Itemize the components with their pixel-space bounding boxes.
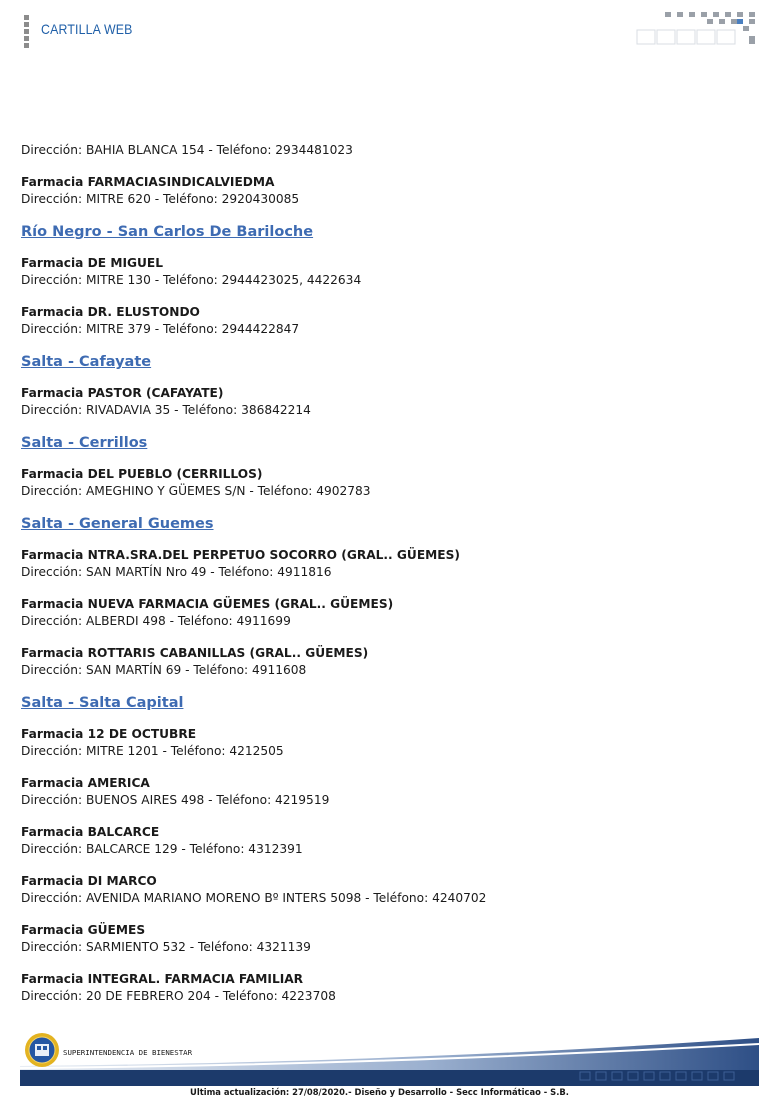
pharmacy-entry — [21, 255, 741, 289]
pharmacy-entry — [21, 466, 741, 500]
pharmacy-entry — [21, 304, 741, 338]
pharmacy-name: Farmacia PASTOR (CAFAYATE) — [21, 386, 224, 400]
pharmacy-address: Dirección: BALCARCE 129 - Teléfono: 4312391 — [21, 842, 303, 856]
pharmacy-address: Dirección: SAN MARTÍN 69 - Teléfono: 4911608 — [21, 663, 307, 677]
pharmacy-name: Farmacia 12 DE OCTUBRE — [21, 727, 197, 741]
pharmacy-name: Farmacia DI MARCO — [21, 874, 157, 888]
pharmacy-address: Dirección: RIVADAVIA 35 - Teléfono: 386842214 — [21, 403, 311, 417]
pharmacy-entry — [21, 873, 741, 907]
header-bar-icon — [24, 15, 29, 47]
section-heading[interactable]: Salta - Cerrillos — [21, 435, 148, 451]
pharmacy-name: Farmacia DR. ELUSTONDO — [21, 305, 200, 319]
footer-banner — [20, 1028, 759, 1088]
pharmacy-name: Farmacia ROTTARIS CABANILLAS (GRAL.. GÜEMES) — [21, 646, 369, 660]
pharmacy-address: Dirección: MITRE 620 - Teléfono: 2920430085 — [21, 192, 300, 206]
pharmacy-address: Dirección: AVENIDA MARIANO MORENO Bº INTERS 5098 - Teléfono: 4240702 — [21, 891, 487, 905]
pharmacy-entry — [21, 142, 741, 159]
pharmacy-name: Farmacia GÜEMES — [21, 923, 146, 937]
section-heading[interactable]: Salta - General Guemes — [21, 516, 214, 532]
footer-org-name: SUPERINTENDENCIA DE BIENESTAR — [63, 1048, 193, 1057]
pharmacy-name: Farmacia INTEGRAL. FARMACIA FAMILIAR — [21, 972, 304, 986]
pharmacy-entry — [21, 971, 741, 1005]
pharmacy-address: Dirección: AMEGHINO Y GÜEMES S/N - Teléfono: 4902783 — [21, 484, 371, 498]
pharmacy-entry — [21, 922, 741, 956]
pharmacy-name: Farmacia DE MIGUEL — [21, 256, 163, 270]
pharmacy-name: Farmacia NTRA.SRA.DEL PERPETUO SOCORRO (GRAL.. GÜEMES) — [21, 548, 460, 562]
section-heading[interactable]: Salta - Cafayate — [21, 354, 152, 370]
pharmacy-entry — [21, 824, 741, 858]
section-heading[interactable]: Río Negro - San Carlos De Bariloche — [21, 224, 314, 240]
pharmacy-entry — [21, 385, 741, 419]
pharmacy-entry — [21, 174, 741, 208]
pharmacy-address: Dirección: SARMIENTO 532 - Teléfono: 4321139 — [21, 940, 311, 954]
pharmacy-address: Dirección: 20 DE FEBRERO 204 - Teléfono: 4223708 — [21, 989, 336, 1003]
pharmacy-entry — [21, 596, 741, 630]
pharmacy-name: Farmacia AMERICA — [21, 776, 150, 790]
section-heading[interactable]: Salta - Salta Capital — [21, 695, 184, 711]
pharmacy-address: Dirección: ALBERDI 498 - Teléfono: 4911699 — [21, 614, 291, 628]
pharmacy-entry — [21, 547, 741, 581]
pharmacy-address: Dirección: SAN MARTÍN Nro 49 - Teléfono: 4911816 — [21, 565, 332, 579]
pharmacy-list — [21, 142, 741, 1020]
header-squares-decoration — [635, 12, 759, 46]
pharmacy-address: Dirección: MITRE 130 - Teléfono: 2944423025, 4422634 — [21, 273, 362, 287]
pharmacy-entry — [21, 726, 741, 760]
seal-logo-icon — [24, 1032, 60, 1068]
pharmacy-name: Farmacia FARMACIASINDICALVIEDMA — [21, 175, 275, 189]
footer-update-text: Ultima actualización: 27/08/2020.- Diseño y Desarrollo - Secc Informáticao - S.B. — [190, 1087, 569, 1097]
pharmacy-entry — [21, 645, 741, 679]
header-title: CARTILLA WEB — [41, 21, 133, 37]
pharmacy-name: Farmacia NUEVA FARMACIA GÜEMES (GRAL.. GÜEMES) — [21, 597, 394, 611]
pharmacy-name: Farmacia BALCARCE — [21, 825, 160, 839]
pharmacy-name: Farmacia DEL PUEBLO (CERRILLOS) — [21, 467, 263, 481]
pharmacy-address: Dirección: MITRE 379 - Teléfono: 2944422847 — [21, 322, 300, 336]
pharmacy-entry — [21, 775, 741, 809]
pharmacy-address: Dirección: MITRE 1201 - Teléfono: 4212505 — [21, 744, 284, 758]
pharmacy-address: Dirección: BAHIA BLANCA 154 - Teléfono: 2934481023 — [21, 143, 353, 157]
pharmacy-address: Dirección: BUENOS AIRES 498 - Teléfono: 4219519 — [21, 793, 330, 807]
